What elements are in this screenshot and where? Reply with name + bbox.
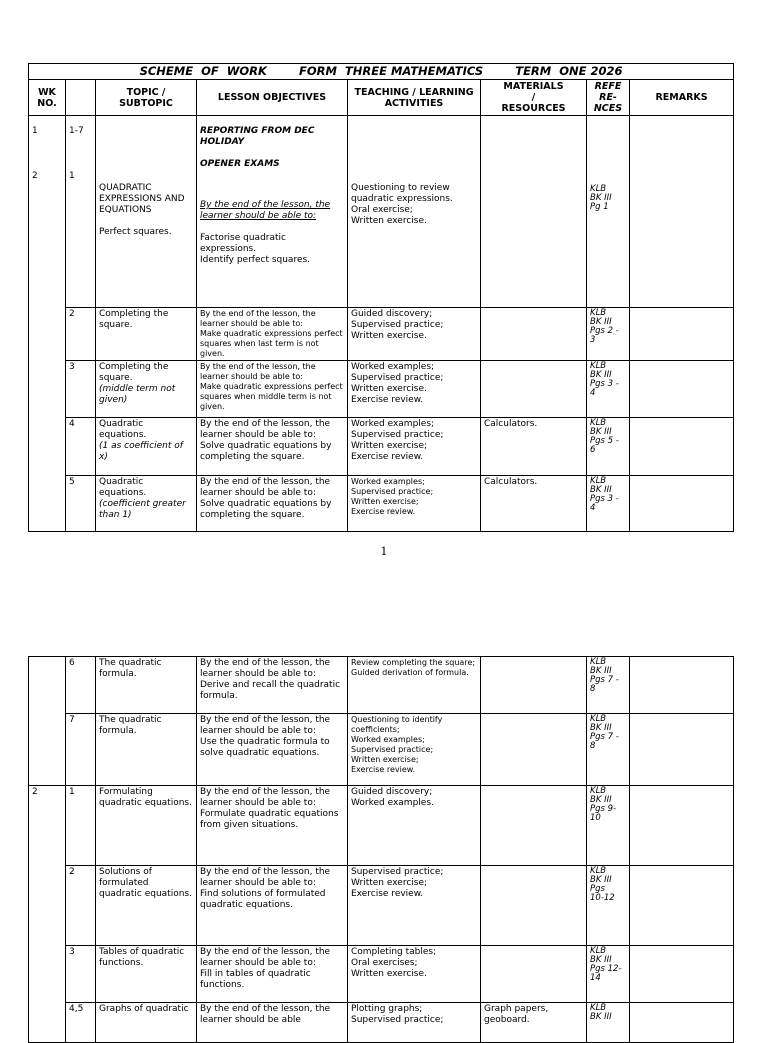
- table-row: [29, 308, 734, 361]
- references-cell: [587, 476, 630, 532]
- opener-exams-note: OPENER EXAMS: [200, 159, 280, 169]
- reference-line: KLB: [590, 361, 607, 371]
- topic-cell: [96, 714, 197, 786]
- materials-cell: Graph papers, geoboard.: [481, 1003, 587, 1043]
- table-row: [29, 418, 734, 476]
- wk-cell: [29, 714, 66, 786]
- objective-intro: By the end of the lesson, the learner should be able to:: [200, 309, 316, 328]
- reference-line: BK III: [590, 317, 612, 327]
- materials-cell: [481, 657, 587, 714]
- objective-item: Make quadratic expressions perfect squares when last term is not given.: [200, 329, 343, 358]
- topic-cell: [96, 946, 197, 1003]
- remarks-cell: [630, 308, 734, 361]
- reference-line: KLB: [590, 476, 607, 486]
- topic-cell: [96, 116, 197, 308]
- objective-item: Derive and recall the quadratic formula.: [200, 680, 341, 701]
- reference-line: BK III: [590, 1012, 612, 1022]
- activity-item: Written exercise;: [351, 878, 428, 888]
- page2-lesson-rows: [29, 657, 734, 1043]
- objectives-cell: [197, 866, 348, 946]
- materials-cell: [481, 308, 587, 361]
- table-row: [29, 866, 734, 946]
- topic-title: Tables of quadratic functions.: [99, 947, 185, 968]
- subtopic: Perfect squares.: [99, 227, 172, 237]
- wk-cell: [29, 476, 66, 532]
- reference-line: Pgs 7 -: [590, 732, 619, 742]
- activities-cell: [348, 866, 481, 946]
- objective-intro: By the end of the lesson, the learner should be able to:: [200, 947, 331, 968]
- scheme-table-page-1: [28, 63, 734, 532]
- reference-line: 10: [590, 813, 601, 823]
- column-header-row: [29, 80, 734, 116]
- objective-intro: By the end of the lesson, the learner should be able to:: [200, 477, 331, 498]
- wk-cell: [29, 418, 66, 476]
- reference-line: 8: [590, 684, 596, 694]
- activity-item: Exercise review.: [351, 452, 424, 462]
- topic-cell: [96, 308, 197, 361]
- topic-title: QUADRATIC EXPRESSIONS AND EQUATIONS: [99, 183, 185, 215]
- topic-note: (middle term not given): [99, 384, 176, 405]
- scheme-table-page-2: [28, 656, 734, 1043]
- reference-line: BK III: [590, 193, 612, 203]
- table-row: [29, 946, 734, 1003]
- remarks-cell: [630, 116, 734, 308]
- reference-line: KLB: [590, 714, 607, 724]
- activity-item: Worked examples;: [351, 362, 435, 372]
- objective-intro: By the end of the lesson, the learner should be able to:: [200, 787, 331, 808]
- topic-title: Quadratic equations.: [99, 419, 147, 440]
- topic-cell: [96, 786, 197, 866]
- table-row: [29, 116, 734, 308]
- activities-cell: [348, 418, 481, 476]
- lesson-number: 1-7: [69, 126, 84, 136]
- topic-title: Graphs of quadratic: [99, 1004, 189, 1014]
- materials-cell: Calculators.: [481, 418, 587, 476]
- activity-item: Oral exercises;: [351, 958, 418, 968]
- activities-cell: [348, 786, 481, 866]
- remarks-cell: [630, 714, 734, 786]
- reference-line: KLB: [590, 866, 607, 876]
- activity-item: Supervised practice;: [351, 487, 434, 496]
- topic-title: Quadratic equations.: [99, 477, 147, 498]
- lesson-cell: 4: [66, 418, 96, 476]
- objectives-cell: [197, 714, 348, 786]
- lesson-cell: 6: [66, 657, 96, 714]
- remarks-cell: [630, 361, 734, 418]
- header-materials: MATERIALS / RESOURCES: [481, 80, 587, 116]
- reference-line: KLB: [590, 1003, 607, 1013]
- topic-cell: [96, 657, 197, 714]
- activity-item: Guided derivation of formula.: [351, 668, 469, 677]
- reference-line: BK III: [590, 955, 612, 965]
- references-cell: [587, 946, 630, 1003]
- lesson-cell: 5: [66, 476, 96, 532]
- topic-cell: [96, 1003, 197, 1043]
- objective-intro: By the end of the lesson, the learner should be able to:: [200, 200, 331, 221]
- activity-item: Exercise review.: [351, 889, 424, 899]
- remarks-cell: [630, 1003, 734, 1043]
- objective-item: Fill in tables of quadratic functions.: [200, 969, 311, 990]
- remarks-cell: [630, 946, 734, 1003]
- lesson-cell: 2: [66, 866, 96, 946]
- topic-note: (coefficient greater than 1): [99, 499, 186, 520]
- header-references: REFE RE- NCES: [587, 80, 630, 116]
- lesson-cell: 7: [66, 714, 96, 786]
- table-row: [29, 361, 734, 418]
- activity-item: Supervised practice;: [351, 867, 444, 877]
- objective-item: Solve quadratic equations by completing the square.: [200, 499, 332, 520]
- topic-title: Formulating quadratic equations.: [99, 787, 192, 808]
- activity-item: Exercise review.: [351, 507, 416, 516]
- activities-cell: [348, 1003, 481, 1043]
- reference-line: 3: [590, 335, 596, 345]
- activity-item: Questioning to review quadratic expressions.: [351, 183, 453, 204]
- lesson-cell: 3: [66, 361, 96, 418]
- activity-item: Oral exercise;: [351, 205, 413, 215]
- objective-intro: By the end of the lesson, the learner should be able to:: [200, 867, 331, 888]
- remarks-cell: [630, 476, 734, 532]
- materials-cell: [481, 361, 587, 418]
- reference-line: BK III: [590, 723, 612, 733]
- materials-cell: Calculators.: [481, 476, 587, 532]
- page-number: 1: [380, 545, 388, 558]
- table-row: [29, 657, 734, 714]
- activity-item: Worked examples;: [351, 477, 425, 486]
- activities-cell: [348, 308, 481, 361]
- activity-item: Review completing the square;: [351, 658, 476, 667]
- reference-line: Pgs 2 -: [590, 326, 619, 336]
- activity-item: Guided discovery;: [351, 309, 433, 319]
- objective-item: Factorise quadratic expressions.: [200, 233, 286, 254]
- references-cell: [587, 116, 630, 308]
- objectives-cell: [197, 946, 348, 1003]
- reference-line: Pgs 5 -: [590, 436, 619, 446]
- lesson-cell: 3: [66, 946, 96, 1003]
- lesson-cell: 1: [66, 786, 96, 866]
- topic-title: The quadratic formula.: [99, 658, 162, 679]
- topic-cell: [96, 361, 197, 418]
- reference-line: 4: [590, 388, 596, 398]
- topic-cell: [96, 866, 197, 946]
- wk-cell: [29, 657, 66, 714]
- table-row: [29, 1003, 734, 1043]
- references-cell: [587, 866, 630, 946]
- objective-intro: By the end of the lesson, the learner should be able to:: [200, 658, 331, 679]
- reference-line: Pgs 12-: [590, 964, 622, 974]
- references-cell: [587, 657, 630, 714]
- activity-item: Written exercise;: [351, 755, 419, 764]
- wk-cell: [29, 866, 66, 946]
- reference-line: KLB: [590, 786, 607, 796]
- wk-cell: [29, 116, 66, 308]
- activities-cell: [348, 946, 481, 1003]
- wk-cell: [29, 308, 66, 361]
- table-row: [29, 786, 734, 866]
- wk-cell: [29, 361, 66, 418]
- activities-cell: [348, 657, 481, 714]
- header-remarks: REMARKS: [630, 80, 734, 116]
- activity-item: Questioning to identify coefficients;: [351, 715, 443, 734]
- reference-line: BK III: [590, 370, 612, 380]
- objectives-cell: [197, 476, 348, 532]
- wk-number: 1: [32, 126, 38, 136]
- objective-item: Solve quadratic equations by completing the square.: [200, 441, 332, 462]
- header-activities: TEACHING / LEARNING ACTIVITIES: [348, 80, 481, 116]
- lesson-cell: 2: [66, 308, 96, 361]
- objectives-cell: [197, 657, 348, 714]
- table-row: [29, 476, 734, 532]
- reference-line: 8: [590, 741, 596, 751]
- reference-line: KLB: [590, 418, 607, 428]
- title-form: FORM THREE MATHEMATICS: [298, 64, 484, 78]
- wk-number: 2: [32, 171, 38, 181]
- objective-item: Find solutions of formulated quadratic equations.: [200, 889, 326, 910]
- topic-cell: [96, 418, 197, 476]
- objectives-cell: [197, 1003, 348, 1043]
- wk-number: 2: [32, 787, 38, 797]
- objective-intro: By the end of the lesson, the learner should be able to:: [200, 362, 316, 381]
- reference-line: KLB: [590, 308, 607, 318]
- activity-item: Worked examples;: [351, 419, 435, 429]
- reference-line: 4: [590, 503, 596, 513]
- objective-item: Identify perfect squares.: [200, 255, 311, 265]
- activity-item: Supervised practice;: [351, 745, 434, 754]
- activities-cell: [348, 116, 481, 308]
- activities-cell: [348, 361, 481, 418]
- remarks-cell: [630, 657, 734, 714]
- reference-line: BK III: [590, 485, 612, 495]
- remarks-cell: [630, 866, 734, 946]
- activity-item: Written exercise.: [351, 384, 427, 394]
- activity-item: Worked examples;: [351, 735, 425, 744]
- header-topic: TOPIC / SUBTOPIC: [96, 80, 197, 116]
- reporting-note: REPORTING FROM DEC HOLIDAY: [200, 126, 315, 147]
- references-cell: [587, 714, 630, 786]
- activity-item: Written exercise.: [351, 969, 427, 979]
- activity-item: Written exercise.: [351, 216, 427, 226]
- references-cell: [587, 308, 630, 361]
- objective-item: Make quadratic expressions perfect squares when middle term is not given.: [200, 382, 343, 411]
- objectives-cell: [197, 786, 348, 866]
- reference-line: 14: [590, 973, 601, 983]
- scheme-title: [29, 64, 734, 80]
- activity-item: Plotting graphs;: [351, 1004, 423, 1014]
- activity-item: Worked examples.: [351, 798, 434, 808]
- activity-item: Guided discovery;: [351, 787, 433, 797]
- reference-line: Pgs 9-: [590, 804, 617, 814]
- reference-line: BK III: [590, 875, 612, 885]
- reference-line: Pgs 3 -: [590, 494, 619, 504]
- header-objectives: LESSON OBJECTIVES: [197, 80, 348, 116]
- lesson-cell: 4,5: [66, 1003, 96, 1043]
- header-lesson: [66, 80, 96, 116]
- topic-title: Completing the square.: [99, 362, 169, 383]
- activity-item: Exercise review.: [351, 765, 416, 774]
- reference-line: Pgs 3 -: [590, 379, 619, 389]
- reference-line: KLB: [590, 184, 607, 194]
- wk-cell: [29, 1003, 66, 1043]
- wk-cell: [29, 946, 66, 1003]
- topic-title: The quadratic formula.: [99, 715, 162, 736]
- table-row: [29, 714, 734, 786]
- activity-item: Supervised practice;: [351, 373, 444, 383]
- reference-line: 6: [590, 445, 596, 455]
- reference-line: BK III: [590, 666, 612, 676]
- activity-item: Supervised practice;: [351, 1015, 444, 1025]
- remarks-cell: [630, 786, 734, 866]
- reference-line: 10-12: [590, 893, 615, 903]
- header-wk: WK NO.: [29, 80, 66, 116]
- reference-line: BK III: [590, 795, 612, 805]
- activity-item: Supervised practice;: [351, 430, 444, 440]
- activities-cell: [348, 476, 481, 532]
- activity-item: Exercise review.: [351, 395, 424, 405]
- references-cell: [587, 786, 630, 866]
- activity-item: Completing tables;: [351, 947, 437, 957]
- objective-item: Use the quadratic formula to solve quadratic equations.: [200, 737, 330, 758]
- page1-lesson-rows: [29, 308, 734, 532]
- objectives-cell: [197, 116, 348, 308]
- lesson-number: 1: [69, 171, 75, 181]
- activity-item: Supervised practice;: [351, 320, 444, 330]
- references-cell: [587, 418, 630, 476]
- topic-title: Solutions of formulated quadratic equations.: [99, 867, 192, 899]
- objectives-cell: [197, 361, 348, 418]
- materials-cell: [481, 866, 587, 946]
- remarks-cell: [630, 418, 734, 476]
- activity-item: Written exercise;: [351, 497, 419, 506]
- topic-note: (1 as coefficient of x): [99, 441, 183, 462]
- reference-line: KLB: [590, 946, 607, 956]
- objective-intro: By the end of the lesson, the learner should be able to:: [200, 715, 331, 736]
- objective-intro: By the end of the lesson, the learner should be able to:: [200, 419, 331, 440]
- title-scheme-of-work: SCHEME OF WORK: [139, 64, 267, 78]
- objectives-cell: [197, 418, 348, 476]
- references-cell: [587, 1003, 630, 1043]
- references-cell: [587, 361, 630, 418]
- wk-cell: [29, 786, 66, 866]
- lesson-cell: [66, 116, 96, 308]
- reference-line: BK III: [590, 427, 612, 437]
- activity-item: Written exercise;: [351, 441, 428, 451]
- topic-cell: [96, 476, 197, 532]
- title-term: TERM ONE 2026: [515, 64, 623, 78]
- objective-intro: By the end of the lesson, the learner should be able: [200, 1004, 331, 1025]
- objective-item: Formulate quadratic equations from given situations.: [200, 809, 339, 830]
- activities-cell: [348, 714, 481, 786]
- objectives-cell: [197, 308, 348, 361]
- topic-title: Completing the square.: [99, 309, 169, 330]
- materials-cell: [481, 786, 587, 866]
- reference-line: Pgs 7 -: [590, 675, 619, 685]
- materials-cell: [481, 714, 587, 786]
- activity-item: Written exercise.: [351, 331, 427, 341]
- materials-cell: [481, 946, 587, 1003]
- reference-line: KLB: [590, 657, 607, 667]
- reference-line: Pg 1: [590, 202, 609, 212]
- materials-cell: [481, 116, 587, 308]
- reference-line: Pgs: [590, 884, 605, 894]
